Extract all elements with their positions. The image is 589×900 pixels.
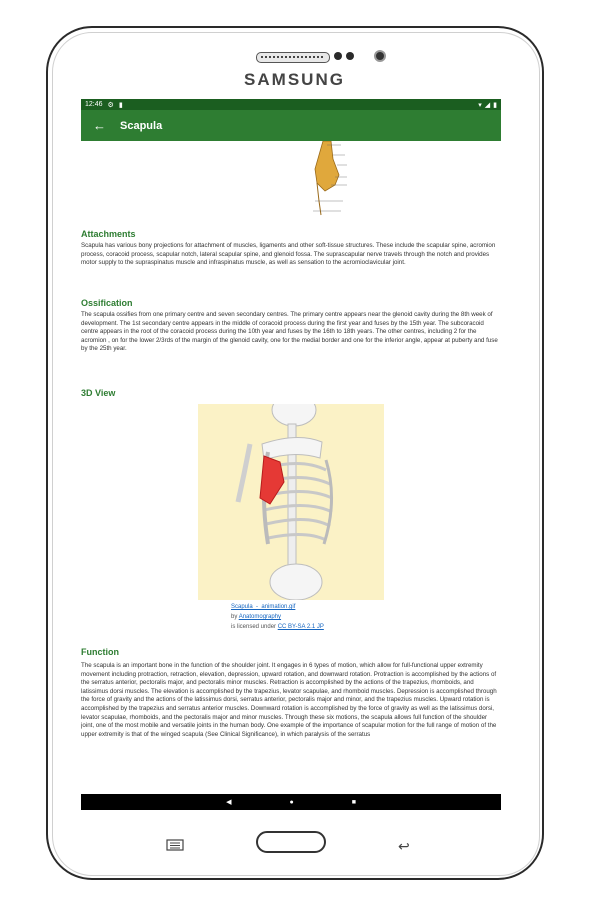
- section-heading-ossification: Ossification: [81, 298, 133, 308]
- section-heading-function: Function: [81, 647, 119, 657]
- attachments-text: Scapula has various bony projections for attachment of muscles, ligaments and other soft-tissue structures. These include the scapular spine, acromion process, coracoid process, scapular notch, lateral scapular spine, and glenoid fossa. The suprascapular nerve travels through the notch and provides motor supply to the supraspinatus muscle and infraspinatus muscle, as well as sensation to the acromioclavicular joint.: [81, 242, 496, 267]
- by-label: by: [231, 614, 238, 620]
- gear-icon: ⚙: [107, 101, 114, 109]
- nav-recents-button[interactable]: ■: [351, 798, 356, 806]
- back-key-icon[interactable]: ↩: [398, 838, 410, 854]
- function-text: The scapula is an important bone in the function of the shoulder joint. It engages in 6 types of motion, which allow for full-functional upper extremity movement including protraction, retraction, elevation, depression, upward rotation, and downward rotation. Protraction is accomplished by the actions of the serratus anterior, pectoralis major, and pectoralis minor muscles. Retraction is accomplished by the actions of the trapezius, rhomboids, and latissimus dorsi muscles. The elevation is accomplished by the trapezius, levator scapulae, and rhomboid muscles. Depression is accomplished through the force of gravity and the actions of the latissimus dorsi, serratus anterior, pectoralis major and minor, and the trapezius muscles. Upward rotation is accomplished by the trapezius and serratus anterior muscles. Downward rotation is accomplished by the force of gravity as well as the latissimus dorsi, levator scapulae, rhomboids, and the pectoralis major and minor muscles. Through these six motions, the scapula allows full function of the shoulder joint, one of the most mobile and versatile joints in the human body. One example of the importance of scapular motion for the full range of motion of the upper extremity is that of the winged scapula (See Clinical Significance), in which paralysis of the serratus: [81, 662, 497, 738]
- nav-home-button[interactable]: ●: [289, 798, 294, 806]
- screen: [81, 99, 501, 810]
- menu-key-icon[interactable]: [166, 839, 184, 851]
- scapula-animation-image: [198, 404, 384, 600]
- wifi-icon: ▾: [478, 101, 482, 109]
- section-heading-attachments: Attachments: [81, 229, 136, 239]
- system-nav-bar: [81, 794, 501, 810]
- speaker-grille: [256, 52, 330, 63]
- page-title: Scapula: [120, 119, 163, 132]
- ossification-text: The scapula ossifies from one primary centre and seven secondary centres. The primary centre appears near the glenoid cavity during the 8th week of development. The 1st secondary centre appears in the middle of coracoid process during the first year and fuses by the 15th year. The subcoracoid centre appears in the root of the coracoid process during the 10th year and fuses by the 16th to 18th years. The other centres, including 2 for the acromion , on for the lower 2/3rds of the margin of the glenoid cavity, one for the medial border and one for the inferior angle, appear at puberty and fuse by the 25th year.: [81, 311, 498, 353]
- sensor-dot: [334, 52, 342, 60]
- image-license-caption: [231, 624, 431, 630]
- nav-back-button[interactable]: ◀: [226, 799, 232, 806]
- app-bar: [81, 110, 501, 141]
- author-link[interactable]: Anatomography: [238, 614, 282, 620]
- brand-logo: SAMSUNG: [244, 70, 345, 89]
- sensor-dot: [346, 52, 354, 60]
- front-camera: [374, 50, 386, 62]
- scapula-diagram: [207, 141, 375, 218]
- article-content[interactable]: [81, 141, 501, 794]
- image-file-caption: [231, 604, 431, 610]
- section-heading-3d-view: 3D View: [81, 388, 116, 398]
- license-link[interactable]: CC BY-SA 2.1 JP: [277, 624, 324, 630]
- battery-icon: ▮: [493, 101, 497, 109]
- status-time: 12:46: [85, 101, 103, 108]
- home-button[interactable]: [256, 831, 326, 853]
- status-bar: [81, 99, 501, 110]
- sd-card-icon: ▮: [118, 101, 123, 109]
- license-prefix: is licensed under: [231, 624, 277, 630]
- image-author-caption: [231, 614, 431, 620]
- signal-icon: ◢: [484, 101, 491, 109]
- image-file-link[interactable]: Scapula_-_animation.gif: [231, 604, 296, 610]
- back-arrow-icon[interactable]: ←: [93, 118, 106, 133]
